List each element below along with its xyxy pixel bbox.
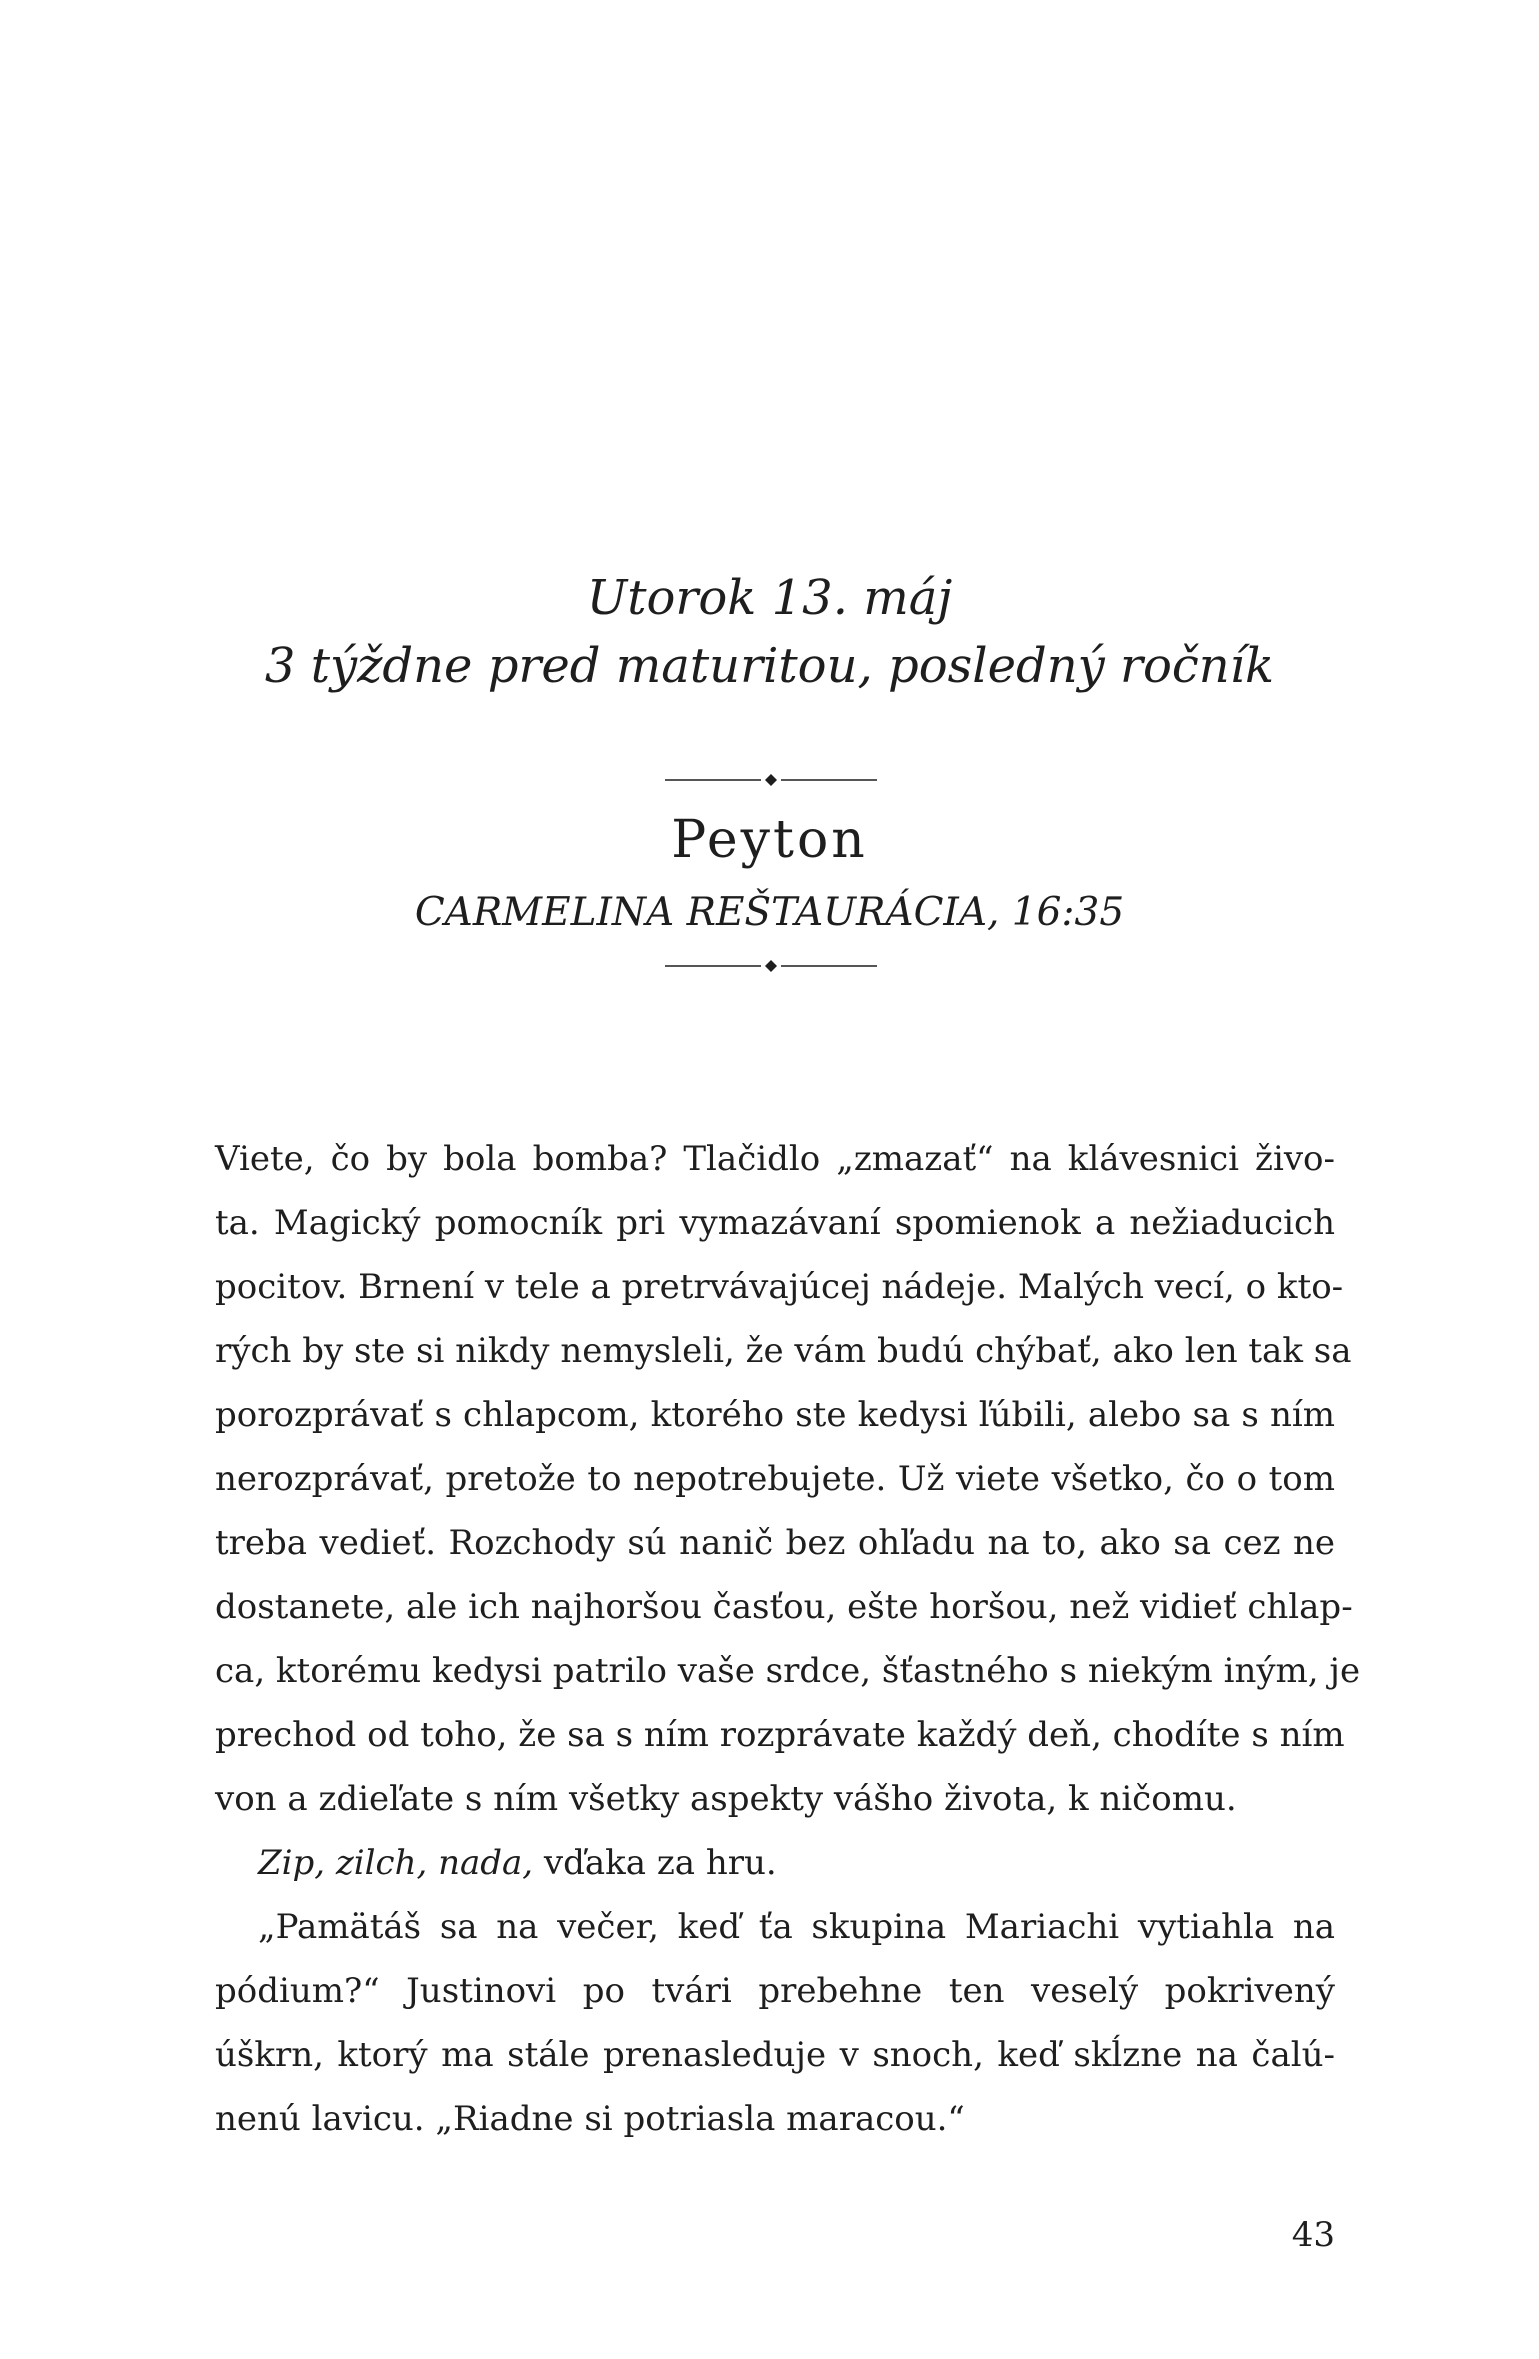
body-line: dostanete, ale ich najhoršou časťou, ešte horšou, než vidieť chlap-: [215, 1587, 1353, 1627]
body-line: rých by ste si nikdy nemysleli, že vám budú chýbať, ako len tak sa: [215, 1331, 1352, 1371]
dialogue-line: pódium?“ Justinovi po tvári prebehne ten veselý pokrivený: [215, 1971, 1335, 2011]
body-line: prechod od toho, že sa s ním rozprávate každý deň, chodíte s ním: [215, 1715, 1345, 1755]
dialogue-line: „Pamätáš sa na večer, keď ťa skupina Mariachi vytiahla na: [258, 1907, 1335, 1947]
date-heading: Utorok 13. máj: [586, 570, 953, 626]
ornament-divider-bottom: [665, 958, 877, 974]
body-line: treba vedieť. Rozchody sú nanič bez ohľadu na to, ako sa cez ne: [215, 1523, 1335, 1563]
chapter-location: CARMELINA REŠTAURÁCIA, 16:35: [414, 890, 1125, 935]
body-line: ca, ktorému kedysi patrilo vaše srdce, šťastného s niekým iným, je: [215, 1651, 1361, 1691]
chapter-name: Peyton: [671, 810, 868, 870]
timeframe-heading: 3 týždne pred maturitou, posledný ročník: [264, 638, 1275, 694]
page-number: 43: [1291, 2215, 1335, 2255]
body-line: pocitov. Brnení v tele a pretrvávajúcej nádeje. Malých vecí, o kto-: [215, 1267, 1344, 1307]
body-line: Viete, čo by bola bomba? Tlačidlo „zmazať“ na klávesnici živo-: [215, 1139, 1335, 1179]
body-line: nerozprávať, pretože to nepotrebujete. Už viete všetko, čo o tom: [215, 1459, 1335, 1499]
zip-italic: Zip, zilch, nada,: [258, 1843, 534, 1883]
body-line: ta. Magický pomocník pri vymazávaní spomienok a nežiaducich: [215, 1203, 1335, 1243]
body-line: von a zdieľate s ním všetky aspekty vášho života, k ničomu.: [215, 1779, 1237, 1819]
dialogue-line: úškrn, ktorý ma stále prenasleduje v snoch, keď skĺzne na čalú-: [215, 2035, 1335, 2075]
zip-paragraph: [258, 1840, 777, 1886]
zip-rest: vďaka za hru.: [533, 1843, 777, 1883]
body-line: porozprávať s chlapcom, ktorého ste kedysi ľúbili, alebo sa s ním: [215, 1395, 1335, 1435]
dialogue-line: nenú lavicu. „Riadne si potriasla maracou.“: [215, 2099, 965, 2139]
ornament-divider-top: [665, 772, 877, 788]
